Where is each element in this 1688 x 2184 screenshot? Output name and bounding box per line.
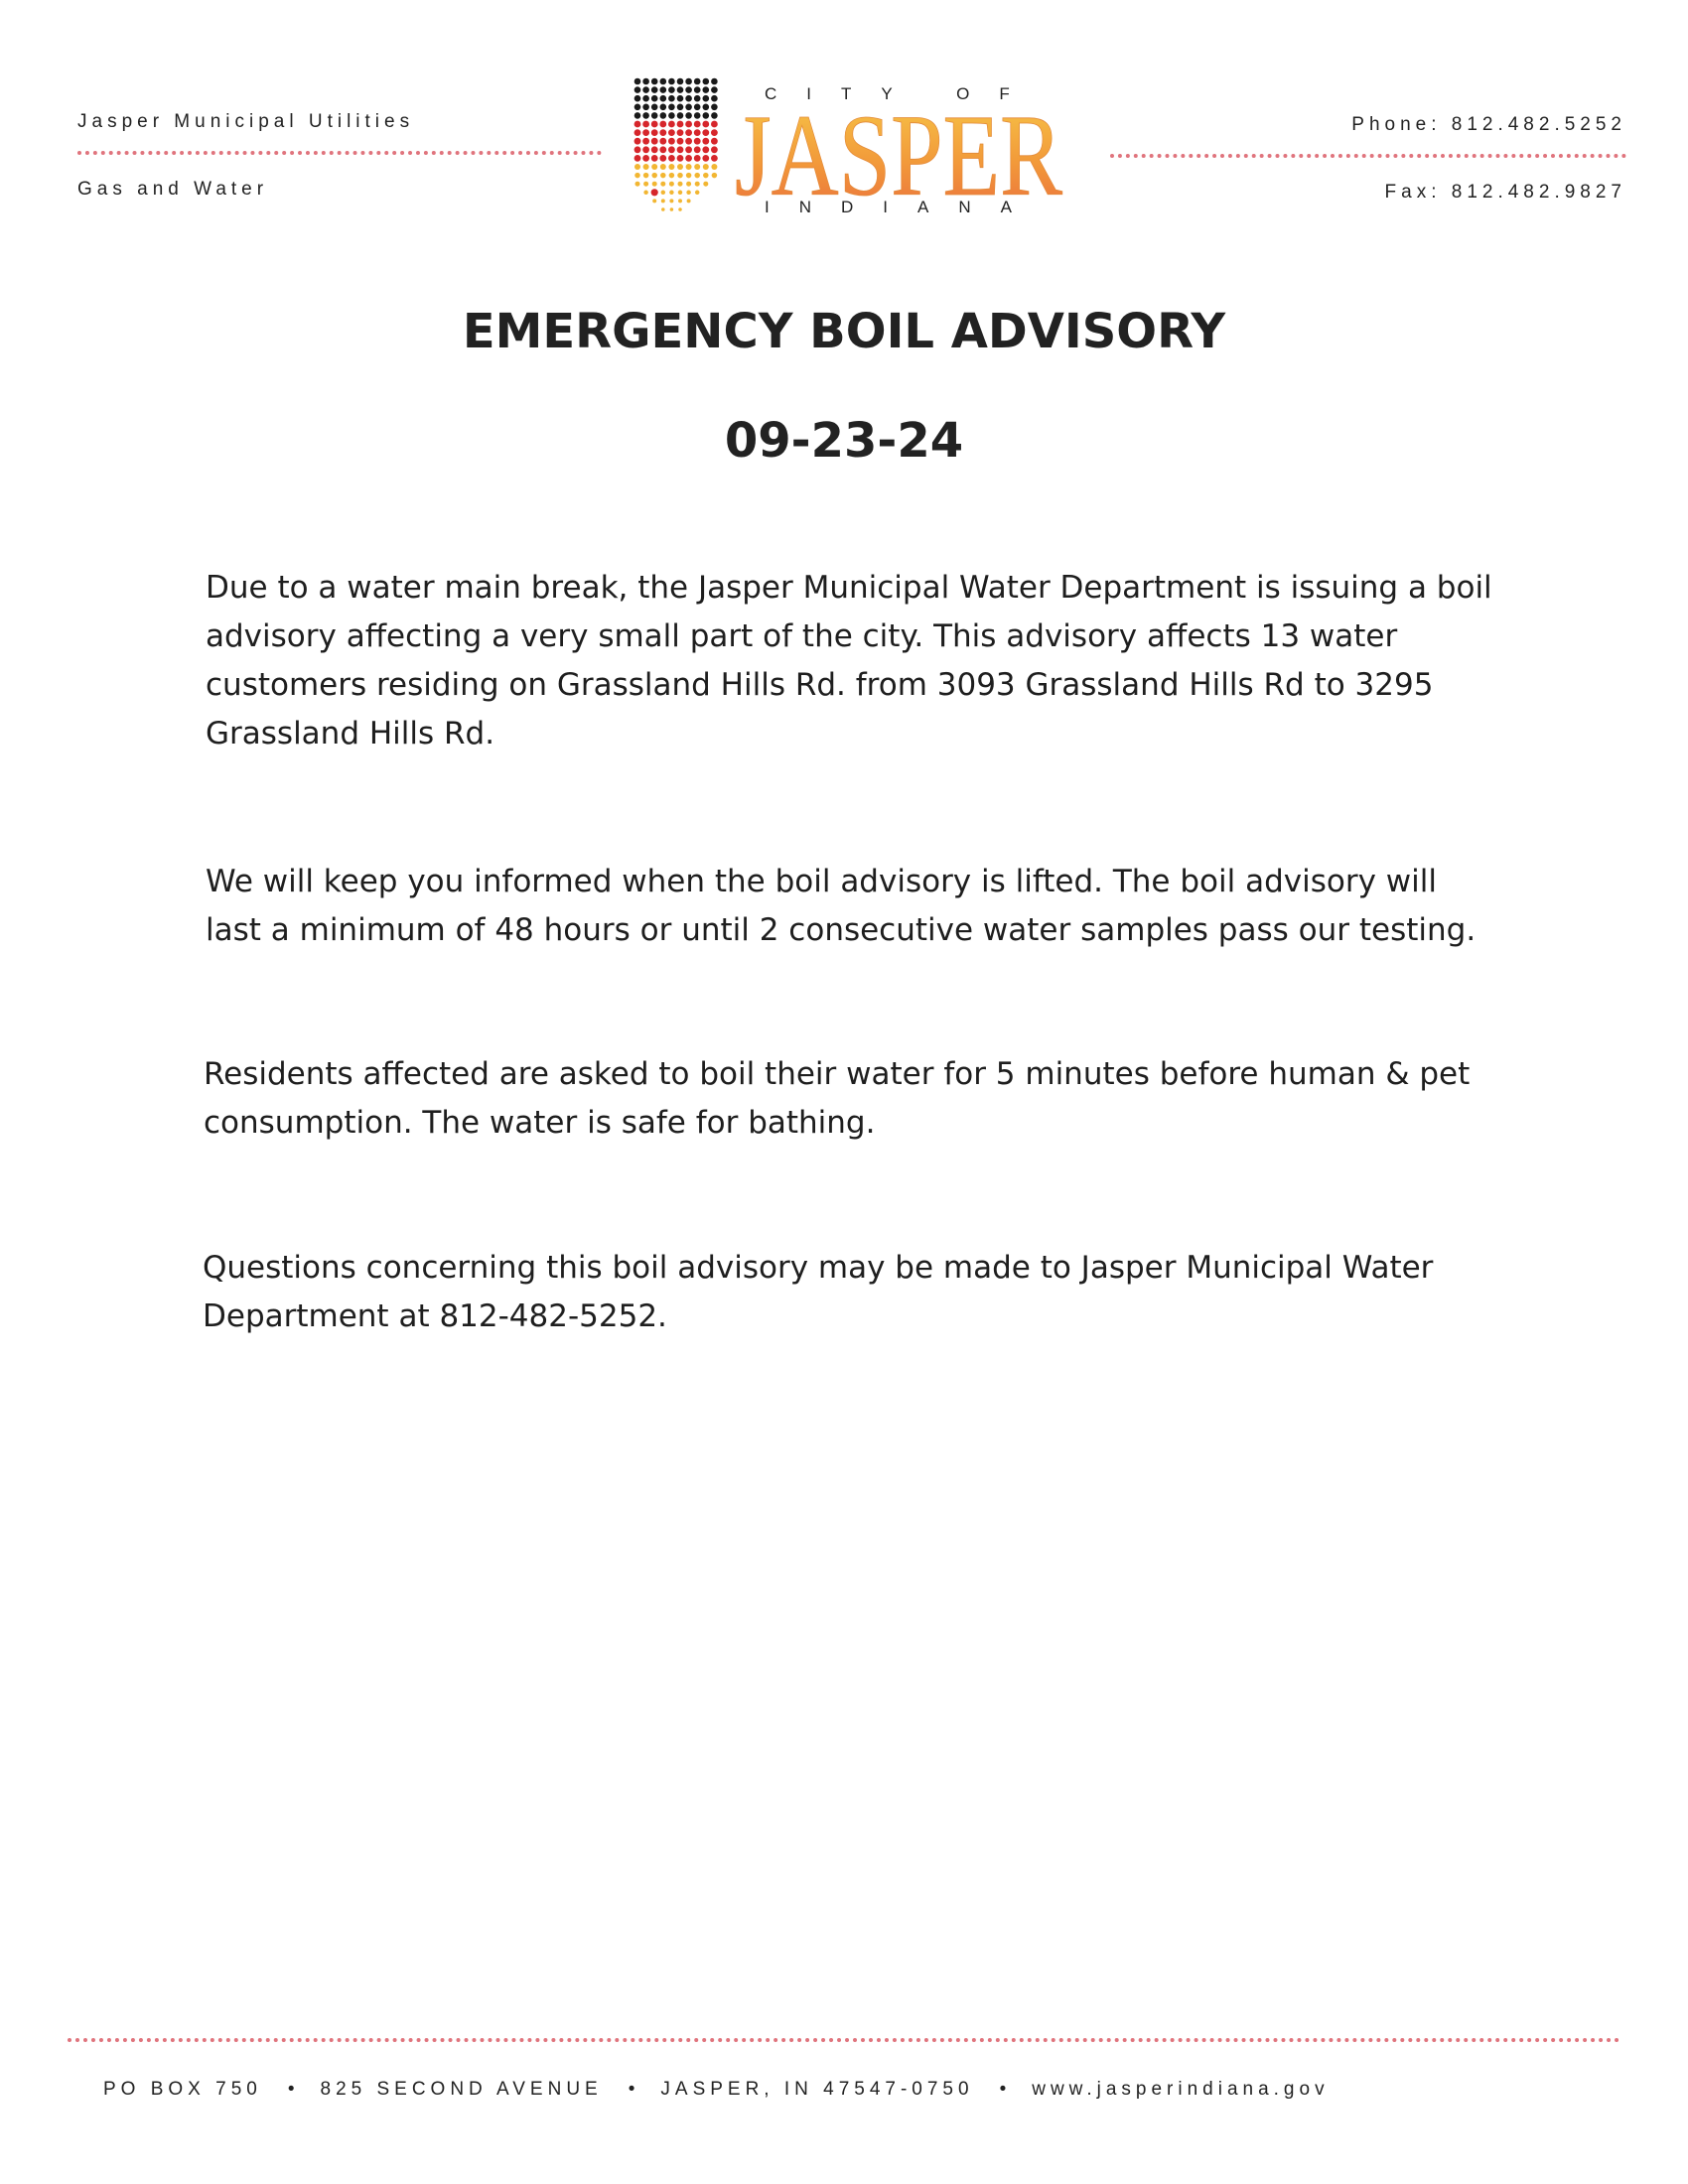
- logo-dot: [659, 129, 666, 136]
- logo-dot: [703, 78, 710, 85]
- logo-dot: [677, 95, 684, 102]
- logo-dot: [634, 86, 641, 93]
- logo-dot: [677, 164, 683, 170]
- logo-dot: [651, 155, 658, 162]
- logo-dot: [677, 138, 684, 145]
- logo-dot: [635, 182, 640, 187]
- logo-jasper: JASPER: [735, 90, 1063, 220]
- logo-dot: [634, 95, 641, 102]
- city-logo: [616, 73, 1082, 242]
- footer-street: 825 SECOND AVENUE: [320, 2079, 603, 2100]
- logo-dot: [668, 95, 675, 102]
- logo-dot: [643, 182, 648, 187]
- paragraph-instructions: Residents affected are asked to boil their water for 5 minutes before human & pet consumption. The water is safe for bathing.: [204, 1056, 1471, 1141]
- logo-dot: [652, 199, 656, 203]
- logo-dot: [711, 86, 718, 93]
- logo-dot: [677, 78, 684, 85]
- logo-dot: [668, 138, 675, 145]
- logo-dot: [634, 112, 641, 119]
- logo-dot: [694, 138, 701, 145]
- logo-dot: [651, 78, 658, 85]
- logo-dot: [694, 173, 700, 179]
- logo-dot: [702, 146, 709, 153]
- logo-dot: [634, 104, 641, 111]
- logo-dot: [668, 86, 675, 93]
- logo-dot: [685, 138, 692, 145]
- logo-dot: [685, 129, 692, 136]
- logo-dot: [685, 95, 692, 102]
- logo-city-of: CITY OF: [765, 84, 1040, 103]
- logo-dot: [685, 155, 692, 162]
- logo-dot: [695, 182, 700, 187]
- logo-dot: [661, 191, 666, 196]
- logo-dot: [660, 95, 667, 102]
- logo-dot: [694, 155, 701, 162]
- logo-dot: [711, 129, 718, 136]
- letterhead-left: [77, 111, 602, 201]
- divider-dots: [1110, 154, 1626, 158]
- logo-dot: [668, 164, 674, 170]
- logo-dot: [703, 182, 708, 187]
- logo-dot: [711, 138, 718, 145]
- paragraph-main-break: Due to a water main break, the Jasper Municipal Water Department is issuing a boil advisory affecting a very small part of the city. This advisory affects 13 water customers residing on Grassland Hills Rd. from 3093 Grassland Hills Rd to 3295 Grassland Hills Rd.: [206, 570, 1492, 751]
- footer-po-box: PO BOX 750: [103, 2079, 262, 2100]
- logo-dot: [642, 104, 649, 111]
- logo-dot: [659, 155, 666, 162]
- logo-dot: [677, 121, 684, 128]
- logo-dot: [678, 191, 683, 196]
- footer-separator: •: [287, 2079, 295, 2100]
- logo-dot: [678, 207, 682, 211]
- logo-dot: [642, 138, 649, 145]
- logo-dot: [651, 129, 658, 136]
- logo-dot: [651, 95, 658, 102]
- logo-dot: [685, 121, 692, 128]
- logo-dot: [694, 129, 701, 136]
- logo-dot: [694, 112, 701, 119]
- logo-dot: [642, 146, 649, 153]
- logo-dot: [677, 129, 684, 136]
- logo-dot: [694, 164, 700, 170]
- logo-dot: [642, 121, 649, 128]
- logo-dot: [659, 138, 666, 145]
- logo-dot: [643, 173, 649, 179]
- logo-dot: [703, 164, 709, 170]
- document-title: EMERGENCY BOIL ADVISORY: [462, 304, 1226, 359]
- logo-dot: [685, 112, 692, 119]
- logo-dot: [668, 146, 675, 153]
- logo-dot: [677, 112, 684, 119]
- logo-dot: [685, 86, 692, 93]
- logo-dot: [703, 104, 710, 111]
- paragraph-contact: Questions concerning this boil advisory may be made to Jasper Municipal Water Department at 812-482-5252.: [203, 1250, 1434, 1334]
- logo-dot: [686, 173, 692, 179]
- logo-dot: [651, 86, 658, 93]
- logo-dot: [712, 173, 718, 179]
- logo-city-marker: [651, 189, 658, 196]
- logo-dot: [643, 191, 648, 196]
- logo-dot: [703, 86, 710, 93]
- logo-dot: [660, 173, 666, 179]
- logo-dot: [642, 129, 649, 136]
- logo-dot: [668, 112, 675, 119]
- org-subtitle: Gas and Water: [77, 179, 269, 200]
- logo-dot: [694, 146, 701, 153]
- logo-dot: [668, 121, 675, 128]
- logo-dot: [660, 78, 667, 85]
- logo-dot: [652, 182, 657, 187]
- logo-dot: [695, 191, 700, 196]
- org-name: Jasper Municipal Utilities: [77, 111, 415, 132]
- logo-dot: [686, 182, 691, 187]
- logo-dot: [651, 146, 658, 153]
- logo-dot: [678, 199, 682, 203]
- footer-city: JASPER, IN 47547-0750: [660, 2079, 974, 2100]
- logo-dot: [711, 95, 718, 102]
- logo-dot: [711, 104, 718, 111]
- logo-dot: [642, 95, 649, 102]
- logo-dot: [702, 138, 709, 145]
- logo-dot: [677, 104, 684, 111]
- logo-dot: [661, 207, 665, 211]
- document-date: 09-23-24: [724, 413, 964, 469]
- logo-dot: [651, 138, 658, 145]
- footer-separator: •: [628, 2079, 635, 2100]
- logo-dot: [711, 146, 718, 153]
- logo-dot: [643, 164, 649, 170]
- logo-dot: [687, 199, 691, 203]
- logo-dot: [659, 121, 666, 128]
- logo-dot: [702, 121, 709, 128]
- logo-dot: [677, 86, 684, 93]
- logo-dot: [651, 104, 658, 111]
- logo-dot: [668, 104, 675, 111]
- logo-dot: [642, 155, 649, 162]
- logo-dot: [686, 164, 692, 170]
- logo-dot: [670, 207, 674, 211]
- logo-dot: [634, 129, 641, 136]
- logo-dot: [642, 112, 649, 119]
- logo-dot: [694, 104, 701, 111]
- footer-website[interactable]: www.jasperindiana.gov: [1032, 2079, 1330, 2100]
- logo-dot: [669, 199, 673, 203]
- footer-address: [103, 2079, 1593, 2101]
- logo-dot: [669, 182, 674, 187]
- logo-dot: [634, 146, 641, 153]
- paragraph-duration: We will keep you informed when the boil advisory is lifted. The boil advisory will last a minimum of 48 hours or until 2 consecutive water samples pass our testing.: [206, 864, 1477, 948]
- logo-dot: [651, 121, 658, 128]
- logo-dot: [711, 78, 718, 85]
- logo-dot: [669, 191, 674, 196]
- logo-dot: [642, 86, 649, 93]
- logo-dot: [711, 155, 718, 162]
- logo-dot: [634, 155, 641, 162]
- logo-dot: [677, 155, 684, 162]
- logo-dot: [686, 191, 691, 196]
- logo-dot: [659, 146, 666, 153]
- indiana-dot-map-icon: [634, 78, 718, 211]
- logo-dot: [702, 155, 709, 162]
- logo-dot: [703, 112, 710, 119]
- logo-dot: [703, 95, 710, 102]
- footer-separator: •: [999, 2079, 1007, 2100]
- logo-dot: [651, 164, 657, 170]
- phone-number: Phone: 812.482.5252: [1351, 114, 1626, 135]
- logo-dot: [677, 146, 684, 153]
- logo-dot: [702, 129, 709, 136]
- logo-dot: [694, 95, 701, 102]
- logo-dot: [668, 155, 675, 162]
- logo-dot: [694, 78, 701, 85]
- divider-dots: [77, 151, 602, 155]
- logo-dot: [678, 182, 683, 187]
- logo-dot: [634, 78, 641, 85]
- logo-dot: [694, 121, 701, 128]
- logo-dot: [651, 112, 658, 119]
- logo-dot: [642, 78, 649, 85]
- logo-dot: [634, 121, 641, 128]
- logo-dot: [661, 199, 665, 203]
- logo-dot: [677, 173, 683, 179]
- logo-dot: [660, 182, 665, 187]
- letterhead-right: [1110, 114, 1626, 204]
- logo-dot: [711, 121, 718, 128]
- logo-dot: [711, 164, 717, 170]
- logo-dot: [711, 112, 718, 119]
- logo-dot: [685, 146, 692, 153]
- fax-number: Fax: 812.482.9827: [1384, 182, 1626, 203]
- logo-indiana: INDIANA: [765, 198, 1042, 216]
- logo-dot: [634, 173, 640, 179]
- logo-dot: [651, 173, 657, 179]
- logo-dot: [660, 164, 666, 170]
- logo-dot: [660, 112, 667, 119]
- logo-dot: [685, 104, 692, 111]
- logo-dot: [634, 138, 641, 145]
- logo-dot: [660, 104, 667, 111]
- logo-dot: [668, 78, 675, 85]
- logo-dot: [685, 78, 692, 85]
- logo-dot: [703, 173, 709, 179]
- logo-dot: [660, 86, 667, 93]
- logo-dot: [668, 129, 675, 136]
- logo-dot: [694, 86, 701, 93]
- logo-dot: [669, 173, 675, 179]
- footer-divider-dots: [68, 2038, 1620, 2042]
- logo-dot: [634, 164, 640, 170]
